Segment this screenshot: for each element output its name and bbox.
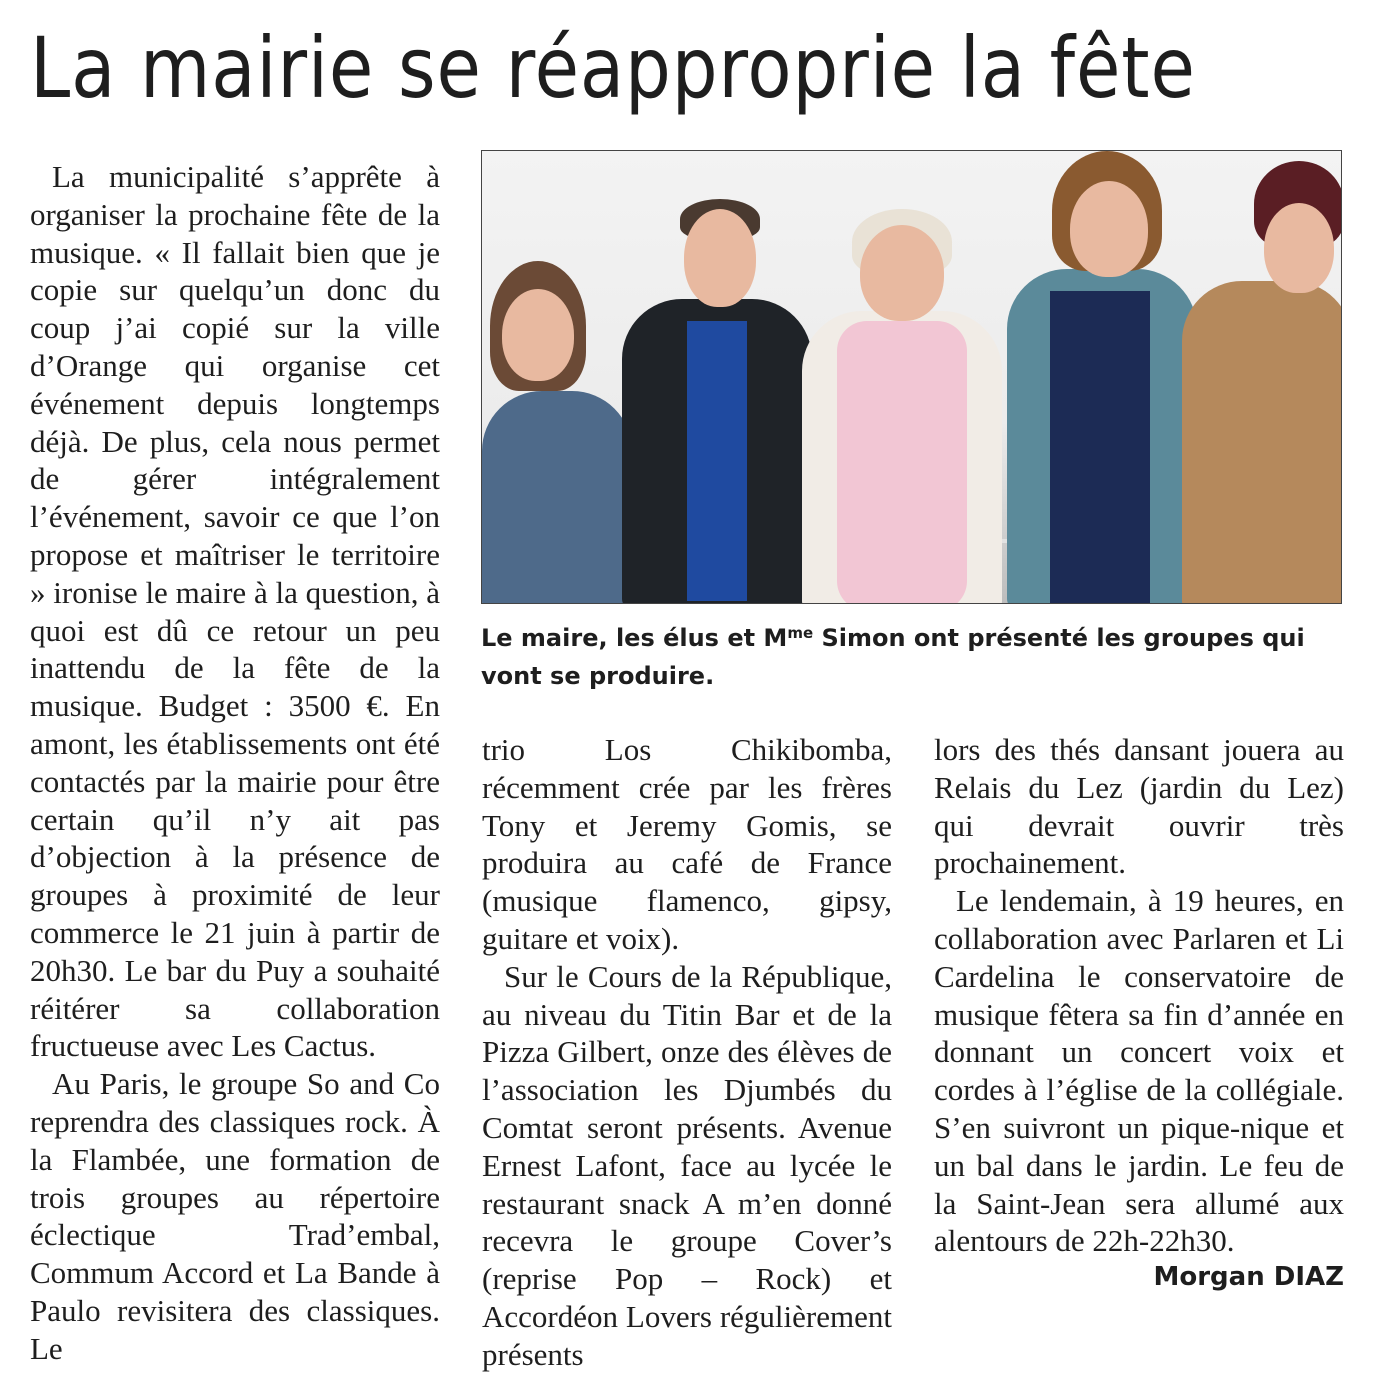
paragraph: Sur le Cours de la République, au niveau du Titin Bar et de la Pizza Gilbert, onze des élèves de l’association les Djumbés du Comtat seront présents. Avenue Ernest Lafont, face au lycée le restaurant snack A m’en donné recevra le groupe Cover’s (reprise Pop – Rock) et Accordéon Lovers régulièrement présents	[482, 958, 892, 1372]
paragraph: lors des thés dansant jouera au Relais du Lez (jardin du Lez) qui devrait ouvrir très prochainement.	[934, 732, 1344, 881]
byline: Morgan DIAZ	[1153, 1262, 1344, 1292]
article-column-3	[934, 731, 1344, 1260]
paragraph: trio Los Chikibomba, récemment crée par les frères Tony et Jeremy Gomis, se produira au café de France (musique flamenco, gipsy, guitare et voix).	[482, 732, 892, 956]
headline: La mairie se réapproprie la fête	[30, 19, 1196, 117]
paragraph: La municipalité s’apprête à organiser la prochaine fête de la musique. « Il fallait bien que je copie sur quelqu’un donc du coup j’ai copié sur la ville d’Orange qui organise cet événement depuis longtemps déjà. De plus, cela nous permet de gérer intégralement l’événement, savoir ce que l’on propose et maîtriser le territoire » ironise le maire à la question, à quoi est dû ce retour un peu inattendu de la fête de la musique. Budget : 3500 €. En amont, les établissements ont été contactés par la mairie pour être certain qu’il n’y ait pas d’objection à la présence de groupes à proximité de leur commerce le 21 juin à partir de 20h30. Le bar du Puy a souhaité réitérer sa collaboration fructueuse avec Les Cactus.	[30, 159, 440, 1064]
photo-caption: Le maire, les élus et $M^{me}$ Simon ont présenté les groupes qui vont se produire.	[481, 624, 1305, 690]
group-photo	[481, 150, 1342, 604]
article-column-2	[482, 731, 892, 1374]
paragraph: Le lendemain, à 19 heures, en collaboration avec Parlaren et Li Cardelina le conservatoire de musique fêtera sa fin d’année en donnant un concert voix et cordes à l’église de la collégiale. S’en suivront un pique-nique et un bal dans le jardin. Le feu de la Saint-Jean sera allumé aux alentours de 22h-22h30.	[934, 883, 1344, 1259]
paragraph: Au Paris, le groupe So and Co reprendra des classiques rock. À la Flambée, une formation de trois groupes au répertoire éclectique Trad’embal, Commum Accord et La Bande à Paulo revisitera des classiques. Le	[30, 1066, 440, 1366]
article-column-1	[30, 158, 440, 1368]
